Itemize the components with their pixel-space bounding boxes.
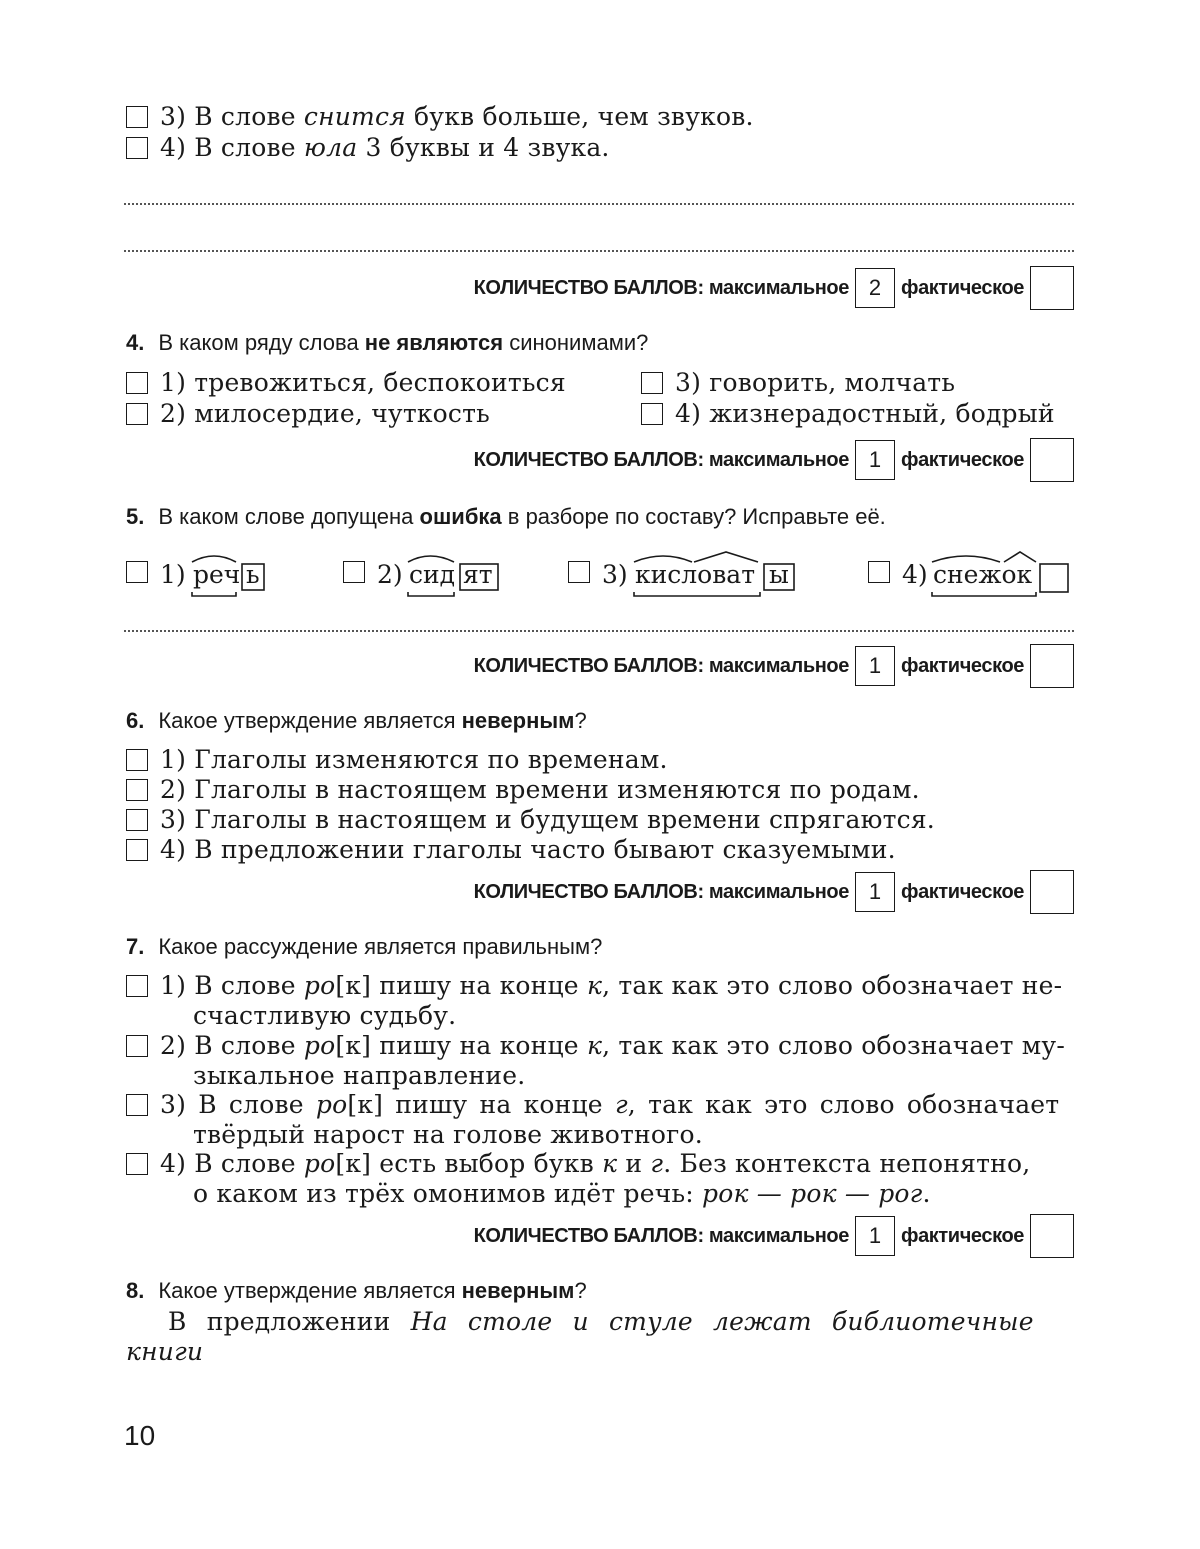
q4-option-2: 2) милосердие, чуткость <box>160 399 490 428</box>
q5-option-4-stem: снежок <box>933 560 1033 589</box>
q8-text-line2: книги <box>126 1337 204 1366</box>
option-checkbox[interactable] <box>126 106 148 128</box>
q7-option-3-line2: твёрдый нарост на голове животного. <box>193 1120 703 1149</box>
q7-option-1: 1) В слове ро[к] пишу на конце к, так как это слово обозначает не- <box>160 971 1063 1000</box>
score-row: КОЛИЧЕСТВО БАЛЛОВ: максимальное 1 фактическое <box>474 1214 1074 1258</box>
q7-option-2: 2) В слове ро[к] пишу на конце к, так как это слово обозначает му- <box>160 1031 1065 1060</box>
q8-text-line1: В предложении На столе и стуле лежат библиотечные <box>168 1307 1034 1336</box>
intro-option-4: 4) В слове юла 3 буквы и 4 звука. <box>160 133 610 162</box>
max-score-box: 1 <box>855 440 895 480</box>
q4-option-1: 1) тревожиться, беспокоиться <box>160 368 566 397</box>
q6-option-4: 4) В предложении глаголы часто бывают сказуемыми. <box>160 835 896 864</box>
option-checkbox[interactable] <box>641 403 663 425</box>
question-5: 5. В каком слове допущена ошибка в разборе по составу? Исправьте её. <box>126 504 886 529</box>
question-6: 6. Какое утверждение является неверным? <box>126 708 587 733</box>
answer-line[interactable] <box>124 630 1074 632</box>
q5-option-3: 3) <box>602 560 628 589</box>
option-checkbox[interactable] <box>126 779 148 801</box>
score-row: КОЛИЧЕСТВО БАЛЛОВ: максимальное 2 фактическое <box>474 266 1074 310</box>
option-checkbox[interactable] <box>126 403 148 425</box>
option-checkbox[interactable] <box>126 1094 148 1116</box>
q5-option-2-root: сид <box>409 560 456 589</box>
option-checkbox[interactable] <box>126 809 148 831</box>
actual-score-box[interactable] <box>1030 266 1074 310</box>
q4-option-4: 4) жизнерадостный, бодрый <box>675 399 1055 428</box>
q5-option-1-root: реч <box>193 560 241 589</box>
option-checkbox[interactable] <box>126 561 148 583</box>
option-checkbox[interactable] <box>126 1035 148 1057</box>
actual-score-box[interactable] <box>1030 438 1074 482</box>
score-row: КОЛИЧЕСТВО БАЛЛОВ: максимальное 1 фактическое <box>474 438 1074 482</box>
max-score-box: 1 <box>855 872 895 912</box>
actual-score-box[interactable] <box>1030 1214 1074 1258</box>
score-row: КОЛИЧЕСТВО БАЛЛОВ: максимальное 1 фактическое <box>474 644 1074 688</box>
q5-option-2-ending: ят <box>463 560 493 589</box>
answer-line[interactable] <box>124 203 1074 205</box>
q5-option-3-ending: ы <box>769 560 789 589</box>
option-checkbox[interactable] <box>126 1153 148 1175</box>
q5-option-2: 2) <box>377 560 403 589</box>
q7-option-4: 4) В слове ро[к] есть выбор букв к и г. Без контекста непонятно, <box>160 1149 1031 1178</box>
question-4: 4. В каком ряду слова не являются синонимами? <box>126 330 649 355</box>
intro-option-3: 3) В слове снится букв больше, чем звуков. <box>160 102 754 131</box>
option-checkbox[interactable] <box>641 372 663 394</box>
max-score-box: 1 <box>855 1216 895 1256</box>
q7-option-2-line2: зыкальное направление. <box>193 1061 526 1090</box>
answer-line[interactable] <box>124 250 1074 252</box>
option-checkbox[interactable] <box>568 561 590 583</box>
question-7: 7. Какое рассуждение является правильным? <box>126 934 603 959</box>
actual-score-box[interactable] <box>1030 870 1074 914</box>
q5-option-1: 1) <box>160 560 186 589</box>
option-checkbox[interactable] <box>343 561 365 583</box>
page-number: 10 <box>124 1420 156 1451</box>
q6-option-1: 1) Глаголы изменяются по временам. <box>160 745 668 774</box>
option-checkbox[interactable] <box>126 137 148 159</box>
option-checkbox[interactable] <box>126 839 148 861</box>
q7-option-4-line2: о каком из трёх омонимов идёт речь: рок — рок — рог. <box>193 1179 931 1208</box>
option-checkbox[interactable] <box>868 561 890 583</box>
q7-option-1-line2: счастливую судьбу. <box>193 1001 457 1030</box>
actual-score-box[interactable] <box>1030 644 1074 688</box>
q5-option-1-ending: ь <box>246 560 260 589</box>
q4-option-3: 3) говорить, молчать <box>675 368 956 397</box>
q6-option-3: 3) Глаголы в настоящем и будущем времени спрягаются. <box>160 805 935 834</box>
q5-option-4: 4) <box>902 560 928 589</box>
max-score-box: 1 <box>855 646 895 686</box>
option-checkbox[interactable] <box>126 975 148 997</box>
q6-option-2: 2) Глаголы в настоящем времени изменяются по родам. <box>160 775 920 804</box>
q7-option-3: 3) В слове ро[к] пишу на конце г, так как это слово обозначает <box>160 1090 1060 1119</box>
option-checkbox[interactable] <box>126 372 148 394</box>
score-row: КОЛИЧЕСТВО БАЛЛОВ: максимальное 1 фактическое <box>474 870 1074 914</box>
max-score-box: 2 <box>855 268 895 308</box>
option-checkbox[interactable] <box>126 749 148 771</box>
question-8: 8. Какое утверждение является неверным? <box>126 1278 587 1303</box>
q5-option-3-stem: кисловат <box>635 560 756 589</box>
